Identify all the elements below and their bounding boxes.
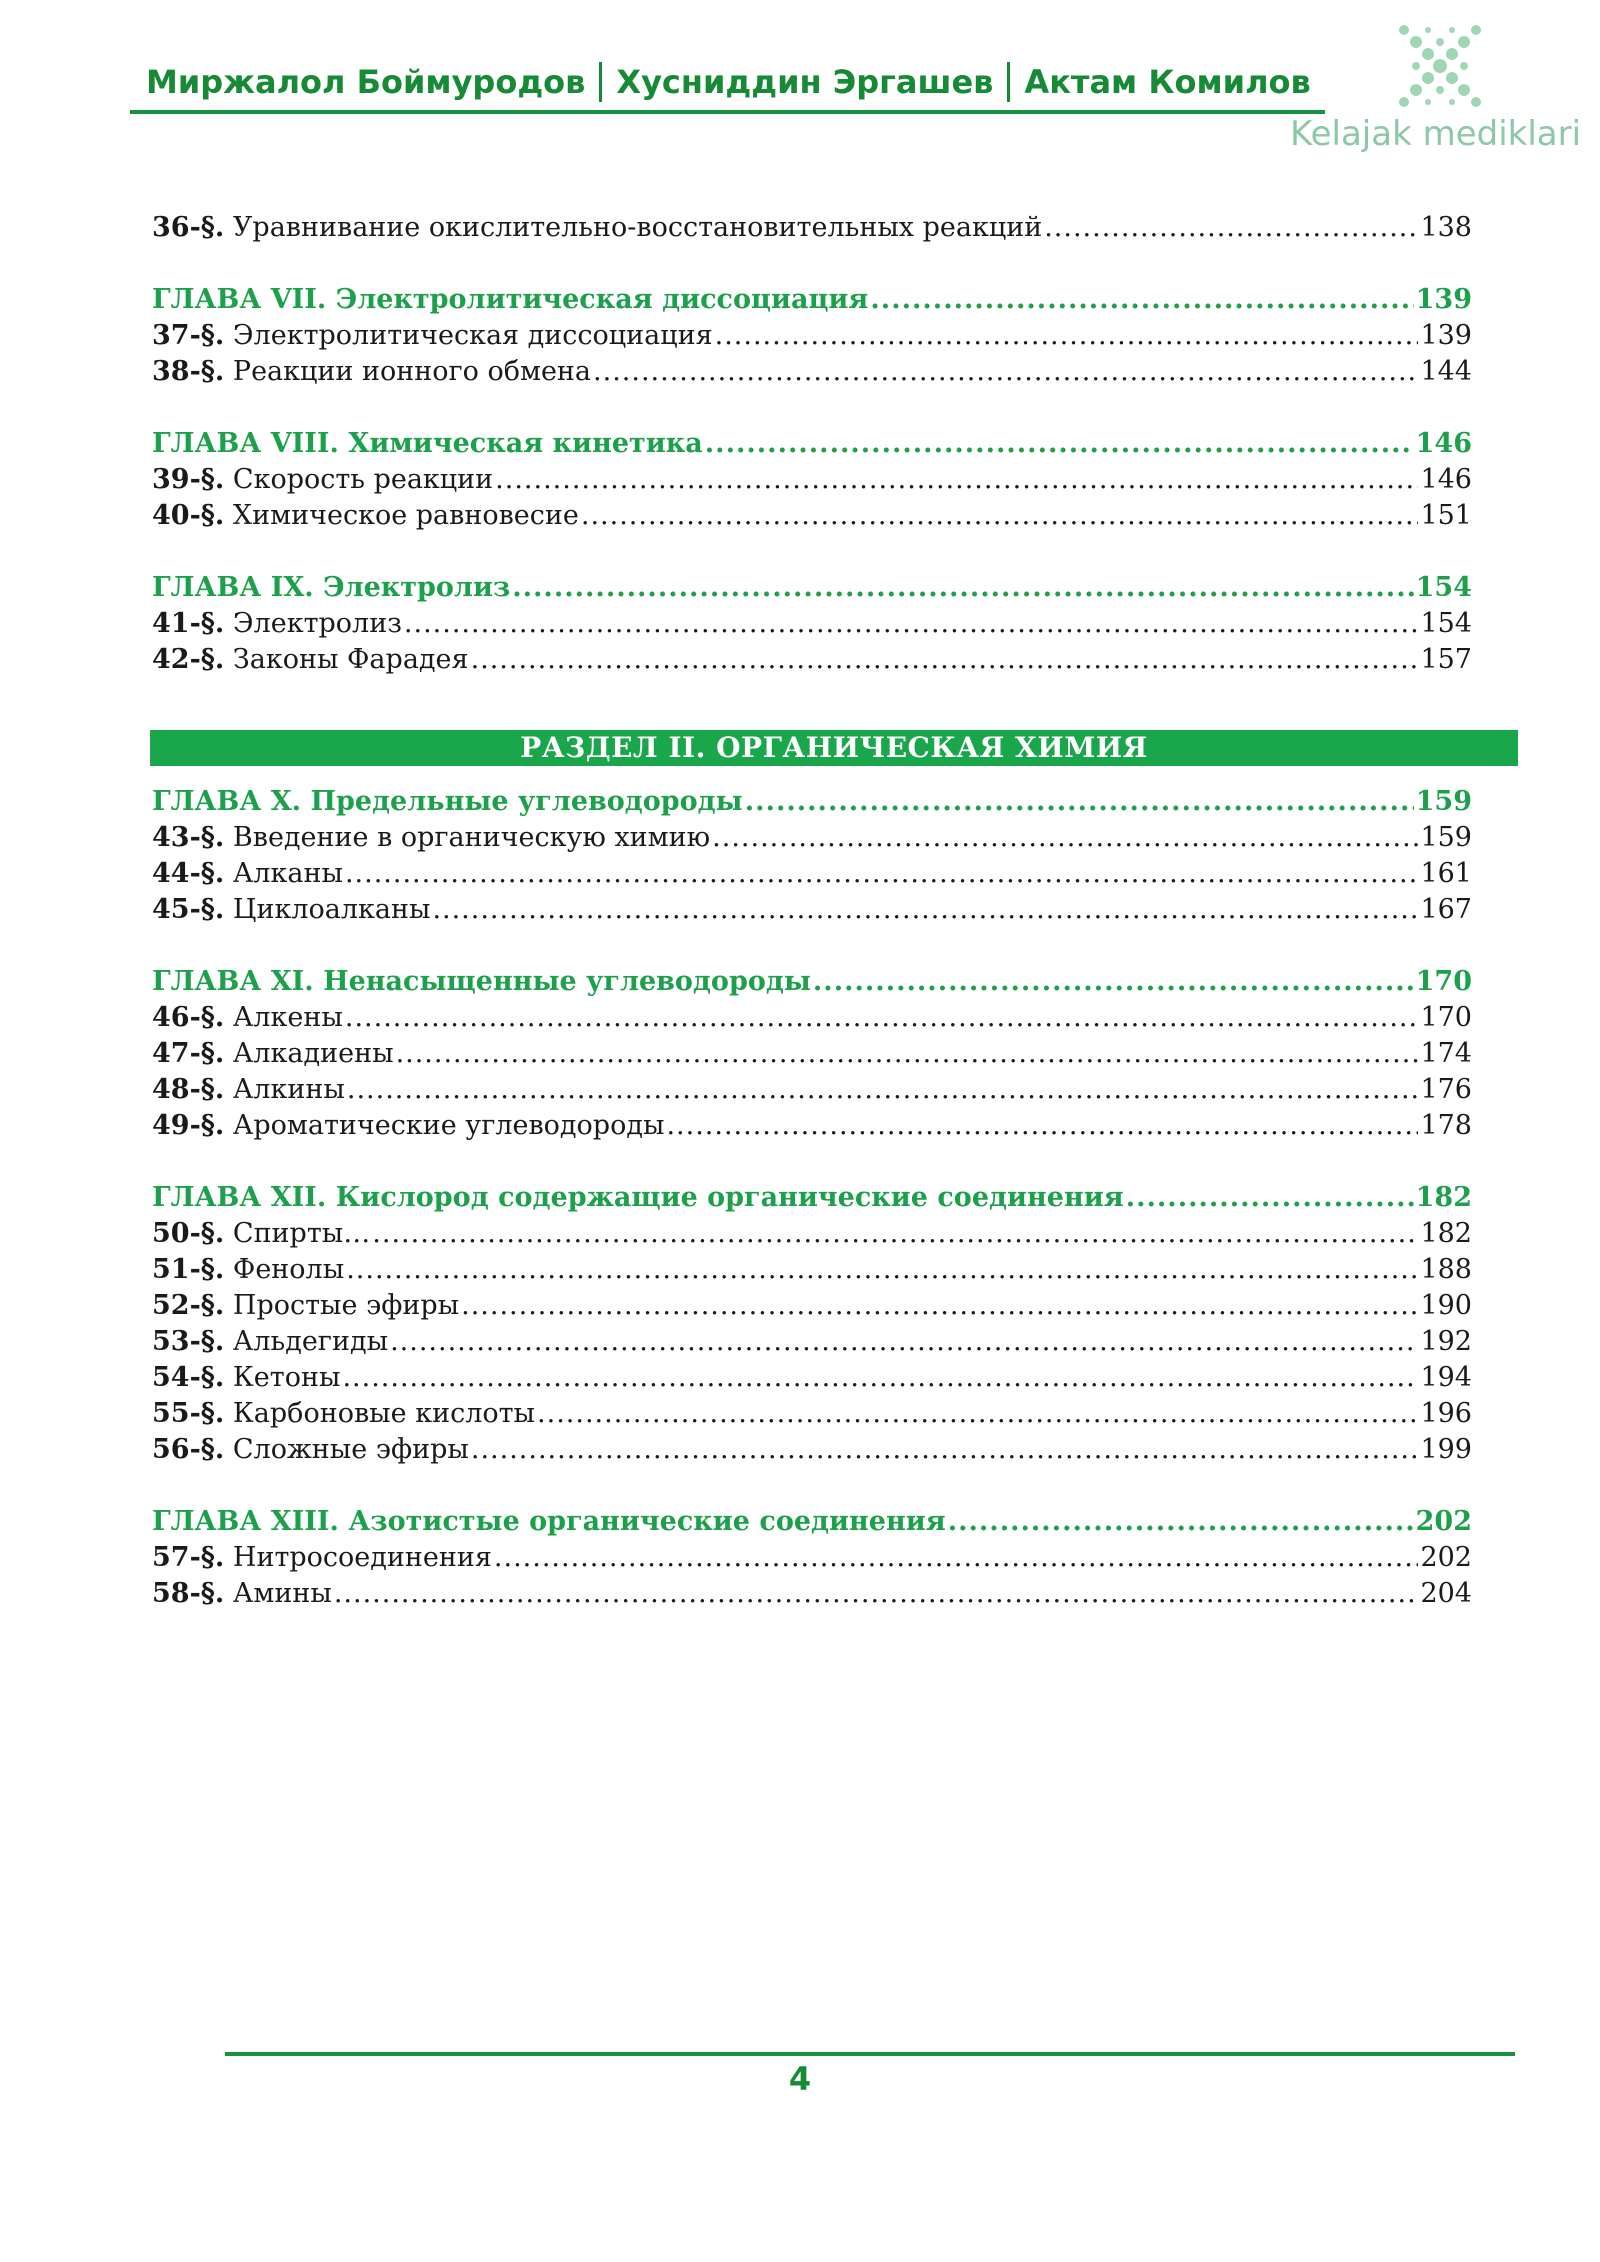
entry-title: Сложные эфиры xyxy=(232,1434,469,1465)
entry-title: Ароматические углеводороды xyxy=(232,1110,665,1141)
entry-page: 188 xyxy=(1420,1254,1472,1285)
chapter-number: ГЛАВА VII. xyxy=(152,284,327,315)
chapter-page: 159 xyxy=(1415,786,1472,817)
entry-title: Кетоны xyxy=(232,1362,341,1393)
author-separator xyxy=(599,62,602,102)
chapter-page: 170 xyxy=(1415,966,1472,997)
entry-number: 57-§. xyxy=(152,1542,225,1573)
chapter-title: Азотистые органические соединения xyxy=(348,1506,946,1537)
chapter-number: ГЛАВА XIII. xyxy=(152,1506,339,1537)
author-3: Актам Комилов xyxy=(1024,63,1311,101)
chapter-title: Кислород содержащие органические соединения xyxy=(335,1182,1124,1213)
entry-number: 40-§. xyxy=(152,500,225,531)
toc-entry[interactable] xyxy=(152,642,1472,678)
toc-entry[interactable] xyxy=(152,820,1472,856)
toc-entry[interactable] xyxy=(152,462,1472,498)
toc-entry[interactable] xyxy=(152,1000,1472,1036)
entry-title: Реакции ионного обмена xyxy=(232,356,592,387)
toc-entry[interactable] xyxy=(152,856,1472,892)
entry-title: Электролитическая диссоциация xyxy=(232,320,713,351)
entry-title: Скорость реакции xyxy=(232,464,494,495)
toc-entry[interactable] xyxy=(152,1324,1472,1360)
entry-title: Нитросоединения xyxy=(232,1542,492,1573)
entry-title: Альдегиды xyxy=(232,1326,389,1357)
page-header xyxy=(130,50,1325,114)
section-banner: РАЗДЕЛ II. ОРГАНИЧЕСКАЯ ХИМИЯ xyxy=(150,730,1518,766)
author-1: Миржалол Боймуродов xyxy=(146,63,586,101)
publisher-logo xyxy=(1290,22,1600,162)
chapter-number: ГЛАВА XII. xyxy=(152,1182,327,1213)
entry-number: 45-§. xyxy=(152,894,225,925)
page-number: 4 xyxy=(788,2060,812,2098)
toc-entry[interactable] xyxy=(152,1360,1472,1396)
logo-text: Kelajak mediklari xyxy=(1290,114,1582,154)
footer-rule xyxy=(225,2052,1515,2056)
chapter-page: 202 xyxy=(1415,1506,1472,1537)
entry-number: 42-§. xyxy=(152,644,225,675)
chapter-number: ГЛАВА VIII. xyxy=(152,428,339,459)
entry-number: 56-§. xyxy=(152,1434,225,1465)
chapter-heading[interactable] xyxy=(152,1180,1472,1216)
entry-page: 167 xyxy=(1420,894,1472,925)
toc-entry[interactable] xyxy=(152,318,1472,354)
entry-number: 52-§. xyxy=(152,1290,225,1321)
toc-entry[interactable] xyxy=(152,1540,1472,1576)
entry-title: Законы Фарадея xyxy=(232,644,469,675)
toc-entry[interactable] xyxy=(152,354,1472,390)
chapter-title: Химическая кинетика xyxy=(348,428,703,459)
entry-title: Простые эфиры xyxy=(232,1290,460,1321)
chapter-heading[interactable] xyxy=(152,1504,1472,1540)
entry-page: 176 xyxy=(1420,1074,1472,1105)
chapter-heading[interactable] xyxy=(152,964,1472,1000)
chapter-heading[interactable] xyxy=(152,570,1472,606)
chapter-page: 139 xyxy=(1415,284,1472,315)
chapter-page: 146 xyxy=(1415,428,1472,459)
chapter-number: ГЛАВА XI. xyxy=(152,966,314,997)
entry-number: 39-§. xyxy=(152,464,225,495)
entry-title: Амины xyxy=(232,1578,332,1609)
author-separator xyxy=(1007,62,1010,102)
entry-page: 190 xyxy=(1420,1290,1472,1321)
entry-page: 204 xyxy=(1420,1578,1472,1609)
toc-entry[interactable] xyxy=(152,1576,1472,1612)
chapter-title: Предельные углеводороды xyxy=(310,786,743,817)
entry-title: Электролиз xyxy=(232,608,402,639)
entry-number: 55-§. xyxy=(152,1398,225,1429)
entry-title: Алканы xyxy=(232,858,343,889)
chapter-heading[interactable] xyxy=(152,282,1472,318)
entry-page: 157 xyxy=(1420,644,1472,675)
chapter-title: Ненасыщенные углеводороды xyxy=(323,966,811,997)
chapter-page: 182 xyxy=(1415,1182,1472,1213)
entry-title: Алкены xyxy=(232,1002,343,1033)
entry-number: 47-§. xyxy=(152,1038,225,1069)
toc-entry[interactable] xyxy=(152,1216,1472,1252)
authors-line xyxy=(146,62,1311,102)
entry-number: 44-§. xyxy=(152,858,225,889)
toc-entry[interactable] xyxy=(152,1432,1472,1468)
toc-entry[interactable] xyxy=(152,1108,1472,1144)
entry-page: 182 xyxy=(1420,1218,1472,1249)
entry-page: 170 xyxy=(1420,1002,1472,1033)
entry-page: 139 xyxy=(1420,320,1472,351)
entry-title: Фенолы xyxy=(232,1254,345,1285)
entry-page: 161 xyxy=(1420,858,1472,889)
entry-number: 53-§. xyxy=(152,1326,225,1357)
entry-title: Алкины xyxy=(232,1074,345,1105)
entry-number: 46-§. xyxy=(152,1002,225,1033)
entry-page: 159 xyxy=(1420,822,1472,853)
entry-page: 144 xyxy=(1420,356,1472,387)
entry-number: 36-§. xyxy=(152,212,225,243)
chapter-heading[interactable] xyxy=(152,784,1472,820)
entry-number: 54-§. xyxy=(152,1362,225,1393)
author-2: Хусниддин Эргашев xyxy=(616,63,994,101)
entry-page: 138 xyxy=(1420,212,1472,243)
chapter-number: ГЛАВА IX. xyxy=(152,572,314,603)
toc-entry[interactable] xyxy=(152,1288,1472,1324)
entry-number: 43-§. xyxy=(152,822,225,853)
chapter-title: Электролиз xyxy=(323,572,511,603)
entry-number: 50-§. xyxy=(152,1218,225,1249)
entry-page: 146 xyxy=(1420,464,1472,495)
toc-entry[interactable] xyxy=(152,1072,1472,1108)
chapter-page: 154 xyxy=(1415,572,1472,603)
chapter-number: ГЛАВА X. xyxy=(152,786,302,817)
entry-number: 49-§. xyxy=(152,1110,225,1141)
entry-page: 151 xyxy=(1420,500,1472,531)
entry-number: 37-§. xyxy=(152,320,225,351)
entry-page: 194 xyxy=(1420,1362,1472,1393)
toc-entry[interactable] xyxy=(152,210,1472,246)
entry-number: 51-§. xyxy=(152,1254,225,1285)
toc-entry[interactable] xyxy=(152,1396,1472,1432)
entry-title: Алкадиены xyxy=(232,1038,394,1069)
entry-title: Спирты… xyxy=(232,1218,371,1249)
toc-entry[interactable] xyxy=(152,498,1472,534)
entry-title: Уравнивание окислительно-восстановительных реакций xyxy=(232,212,1043,243)
entry-page: 192 xyxy=(1420,1326,1472,1357)
toc-entry[interactable] xyxy=(152,1252,1472,1288)
entry-page: 202 xyxy=(1420,1542,1472,1573)
toc-entry[interactable] xyxy=(152,606,1472,642)
entry-page: 178 xyxy=(1420,1110,1472,1141)
entry-page: 196 xyxy=(1420,1398,1472,1429)
toc-entry[interactable] xyxy=(152,892,1472,928)
toc-entry[interactable] xyxy=(152,1036,1472,1072)
entry-page: 154 xyxy=(1420,608,1472,639)
entry-title: Химическое равновесие xyxy=(232,500,579,531)
entry-number: 38-§. xyxy=(152,356,225,387)
entry-page: 199 xyxy=(1420,1434,1472,1465)
entry-number: 48-§. xyxy=(152,1074,225,1105)
entry-title: Карбоновые кислоты xyxy=(232,1398,536,1429)
entry-number: 41-§. xyxy=(152,608,225,639)
chapter-heading[interactable] xyxy=(152,426,1472,462)
entry-title: Циклоалканы xyxy=(232,894,431,925)
entry-page: 174 xyxy=(1420,1038,1472,1069)
chapter-title: Электролитическая диссоциация xyxy=(335,284,869,315)
table-of-contents xyxy=(152,210,1472,1612)
logo-dots-icon xyxy=(1390,22,1490,112)
entry-title: Введение в органическую химию xyxy=(232,822,711,853)
entry-number: 58-§. xyxy=(152,1578,225,1609)
